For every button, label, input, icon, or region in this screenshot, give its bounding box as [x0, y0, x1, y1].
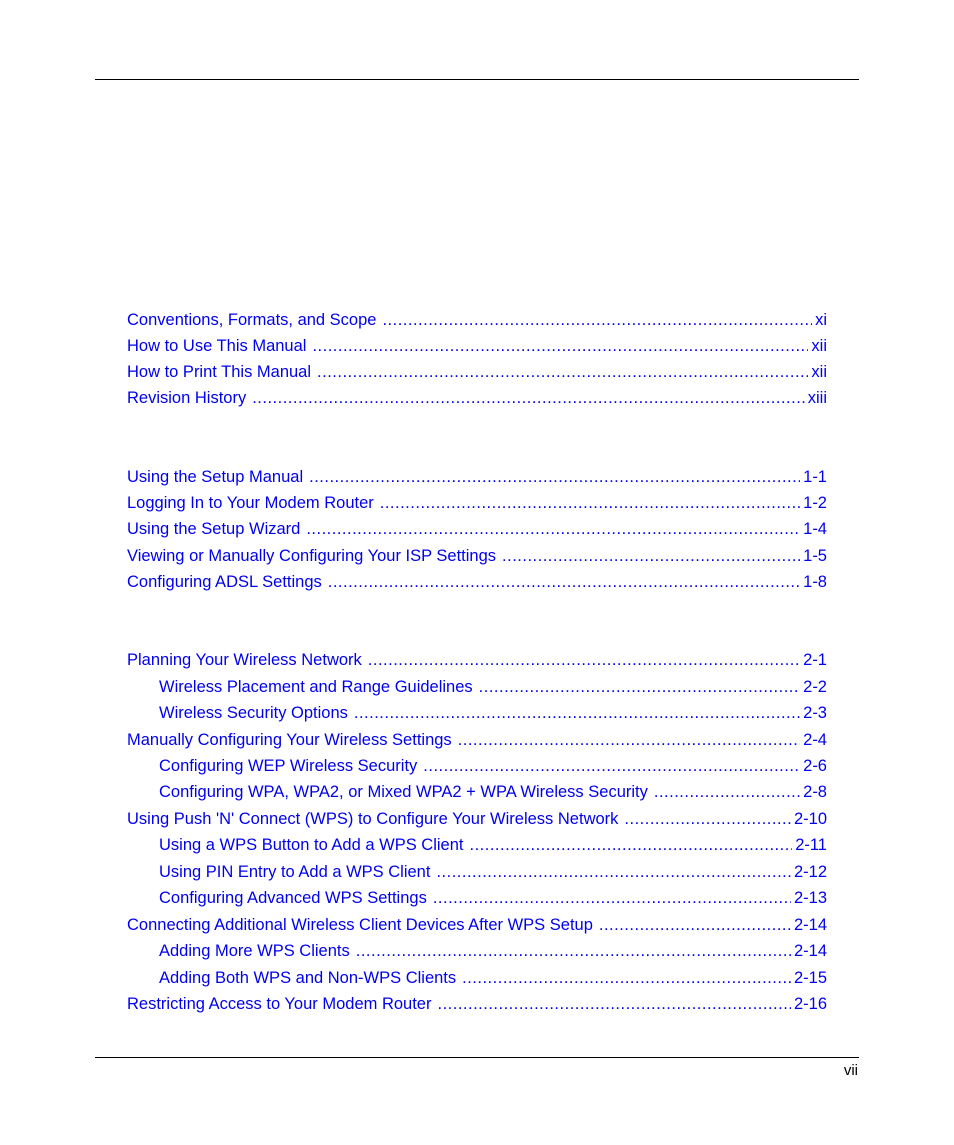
- toc-entry-page: 2-11: [795, 836, 827, 854]
- toc-entry[interactable]: [127, 336, 827, 356]
- toc-entry-page: 2-14: [793, 942, 827, 960]
- toc-entry[interactable]: [159, 782, 827, 802]
- toc-entry-title: How to Use This Manual: [127, 337, 307, 355]
- toc-entry-page: 1-2: [803, 494, 827, 512]
- toc-entry[interactable]: [127, 310, 827, 330]
- toc-leader-dots: [309, 467, 800, 487]
- toc-entry-title: Logging In to Your Modem Router: [127, 494, 374, 512]
- toc-entry-page: 2-1: [803, 651, 827, 669]
- toc-entry-page: 2-3: [803, 704, 827, 722]
- toc-entry-title: Configuring WEP Wireless Security: [159, 757, 418, 775]
- toc-entry-page: xii: [811, 363, 827, 381]
- toc-entry-title: Conventions, Formats, and Scope: [127, 311, 377, 329]
- toc-entry-title: Configuring WPA, WPA2, or Mixed WPA2 + WPA Wireless Security: [159, 783, 648, 801]
- toc-entry-title: Manually Configuring Your Wireless Settings: [127, 731, 452, 749]
- toc-entry[interactable]: [127, 572, 827, 592]
- toc-leader-dots: [502, 546, 800, 566]
- toc-entry-page: 2-10: [793, 810, 827, 828]
- toc-entry[interactable]: [127, 546, 827, 566]
- toc-entry-page: 2-14: [793, 916, 827, 934]
- toc-leader-dots: [356, 941, 791, 961]
- toc-entry-title: Adding Both WPS and Non-WPS Clients: [159, 969, 457, 987]
- toc-leader-dots: [423, 756, 800, 776]
- toc-entry-title: Configuring ADSL Settings: [127, 573, 322, 591]
- toc-entry-page: 2-2: [803, 678, 827, 696]
- toc-entry-page: 2-16: [793, 995, 827, 1013]
- toc-leader-dots: [252, 388, 805, 408]
- toc-leader-dots: [328, 572, 800, 592]
- toc-leader-dots: [368, 650, 800, 670]
- toc-entry-page: 1-5: [803, 547, 827, 565]
- toc-entry-page: 1-8: [803, 573, 827, 591]
- toc-leader-dots: [624, 809, 791, 829]
- toc-leader-dots: [462, 968, 791, 988]
- toc-entry[interactable]: [127, 467, 827, 487]
- toc-entry-title: Adding More WPS Clients: [159, 942, 350, 960]
- toc-entry[interactable]: [127, 809, 827, 829]
- toc-entry[interactable]: [159, 941, 827, 961]
- toc-entry[interactable]: [159, 756, 827, 776]
- toc-entry-page: 2-13: [793, 889, 827, 907]
- toc-leader-dots: [306, 519, 800, 539]
- toc-entry-page: 1-4: [803, 520, 827, 538]
- toc-entry[interactable]: [159, 835, 827, 855]
- toc-entry[interactable]: [159, 968, 827, 988]
- toc-entry-title: Wireless Placement and Range Guidelines: [159, 678, 473, 696]
- toc-entry[interactable]: [159, 703, 827, 723]
- toc-entry-page: 2-4: [803, 731, 827, 749]
- toc-entry-page: xi: [815, 311, 827, 329]
- toc-entry-title: Using Push 'N' Connect (WPS) to Configure Your Wireless Network: [127, 810, 619, 828]
- toc-leader-dots: [469, 835, 792, 855]
- toc-entry-page: xii: [811, 337, 827, 355]
- toc-leader-dots: [436, 862, 791, 882]
- toc-entry[interactable]: [127, 388, 827, 408]
- toc-entry-title: Planning Your Wireless Network: [127, 651, 362, 669]
- toc-leader-dots: [458, 730, 800, 750]
- toc-entry-page: 1-1: [803, 468, 827, 486]
- toc-entry[interactable]: [127, 915, 827, 935]
- toc-entry-page: 2-12: [793, 863, 827, 881]
- footer-rule: [95, 1057, 859, 1058]
- toc-entry-title: Restricting Access to Your Modem Router: [127, 995, 432, 1013]
- toc-entry[interactable]: [127, 519, 827, 539]
- toc-entry-title: Viewing or Manually Configuring Your ISP Settings: [127, 547, 497, 565]
- toc-leader-dots: [317, 362, 808, 382]
- toc-entry-title: Using the Setup Manual: [127, 468, 304, 486]
- toc-entry-title: Using the Setup Wizard: [127, 520, 301, 538]
- page-number: vii: [843, 1062, 858, 1079]
- toc-entry[interactable]: [127, 362, 827, 382]
- toc-leader-dots: [380, 493, 800, 513]
- toc-entry-title: Connecting Additional Wireless Client Devices After WPS Setup: [127, 916, 593, 934]
- toc-entry-title: Wireless Security Options: [159, 704, 348, 722]
- toc-entry-page: xiii: [807, 389, 827, 407]
- toc-entry[interactable]: [127, 730, 827, 750]
- toc-leader-dots: [437, 994, 790, 1014]
- toc-leader-dots: [382, 310, 812, 330]
- toc-entry[interactable]: [159, 677, 827, 697]
- toc-entry[interactable]: [159, 888, 827, 908]
- toc-entry[interactable]: [127, 493, 827, 513]
- toc-leader-dots: [433, 888, 791, 908]
- header-rule: [95, 79, 859, 80]
- toc-entry-title: Revision History: [127, 389, 247, 407]
- toc-entry-title: Using PIN Entry to Add a WPS Client: [159, 863, 431, 881]
- toc-entry[interactable]: [127, 650, 827, 670]
- toc-leader-dots: [479, 677, 800, 697]
- toc-entry-page: 2-8: [803, 783, 827, 801]
- toc-entry-title: Configuring Advanced WPS Settings: [159, 889, 427, 907]
- toc-entry[interactable]: [159, 862, 827, 882]
- toc-leader-dots: [312, 336, 808, 356]
- toc-entry[interactable]: [127, 994, 827, 1014]
- toc-entry-title: Using a WPS Button to Add a WPS Client: [159, 836, 464, 854]
- toc-leader-dots: [599, 915, 791, 935]
- toc-entry-page: 2-15: [793, 969, 827, 987]
- toc-entry-page: 2-6: [803, 757, 827, 775]
- toc-leader-dots: [354, 703, 800, 723]
- toc-entry-title: How to Print This Manual: [127, 363, 312, 381]
- toc-leader-dots: [654, 782, 800, 802]
